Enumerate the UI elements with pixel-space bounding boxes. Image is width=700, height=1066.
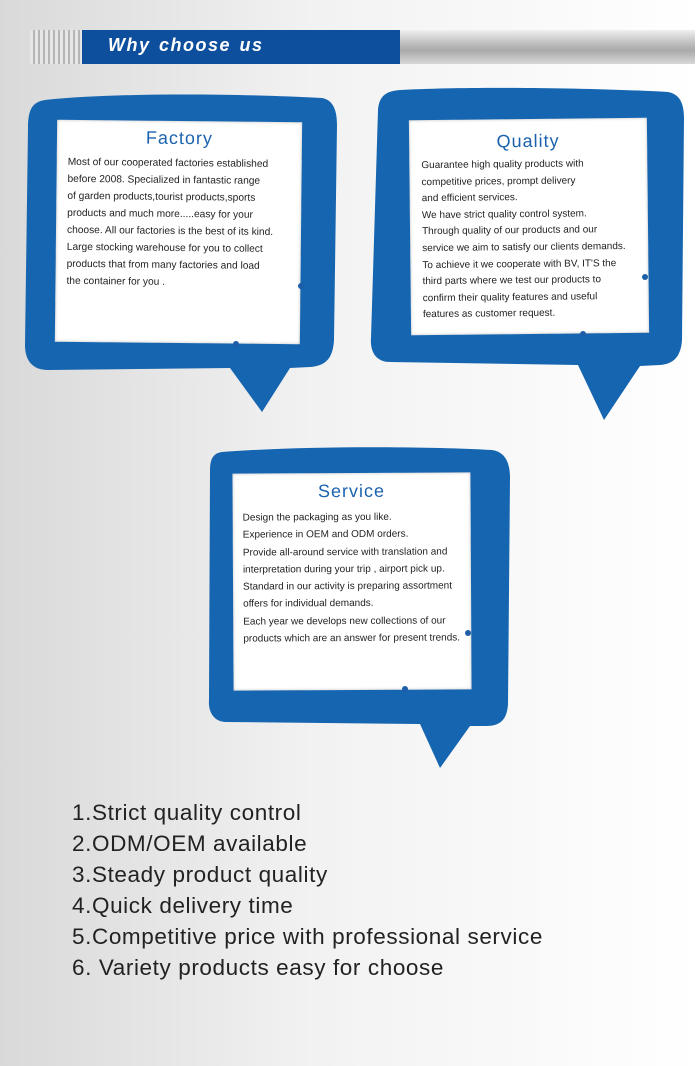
quality-text: Guarantee high quality products with competitive prices, prompt delivery and efficient services. We have strict quality control system. Through quality of our products and our service we aim to satisfy our clients demands. To achieve it we cooperate with BV, IT'S the third parts where we test our products to confirm their quality features and useful features as customer request.: [421, 158, 626, 321]
feature-item: 4.Quick delivery time: [72, 893, 294, 918]
service-text: Design the packaging as you like. Experience in OEM and ODM orders. Provide all-around service with translation and interpretation during your trip , airport pick up. Standard in our activity is preparing assortment offers for individual demands. Each year we develops new collections of our products which are an answer for present trends.: [242, 511, 461, 645]
feature-item: 3.Steady product quality: [72, 862, 328, 887]
panel-pin: [402, 686, 408, 692]
service-heading: Service: [317, 480, 386, 502]
section-title: Why choose us: [108, 35, 264, 55]
feature-item: 2.ODM/OEM available: [72, 831, 308, 856]
factory-heading: Factory: [145, 127, 214, 149]
service-panel: [232, 472, 471, 690]
panel-pin: [465, 630, 471, 636]
factory-text: Most of our cooperated factories established before 2008. Specialized in fantastic range of garden products,tourist products,sports products and much more.....easy for your choose. All our factories is the best of its kind. Large stocking warehouse for you to collect products that from many factories and load the container for you .: [66, 156, 274, 288]
feature-item: 6. Variety products easy for choose: [72, 955, 445, 980]
feature-item: 1.Strict quality control: [72, 800, 302, 825]
feature-list: [72, 797, 543, 983]
feature-item: 5.Competitive price with professional service: [72, 924, 543, 949]
quality-heading: Quality: [496, 130, 560, 152]
